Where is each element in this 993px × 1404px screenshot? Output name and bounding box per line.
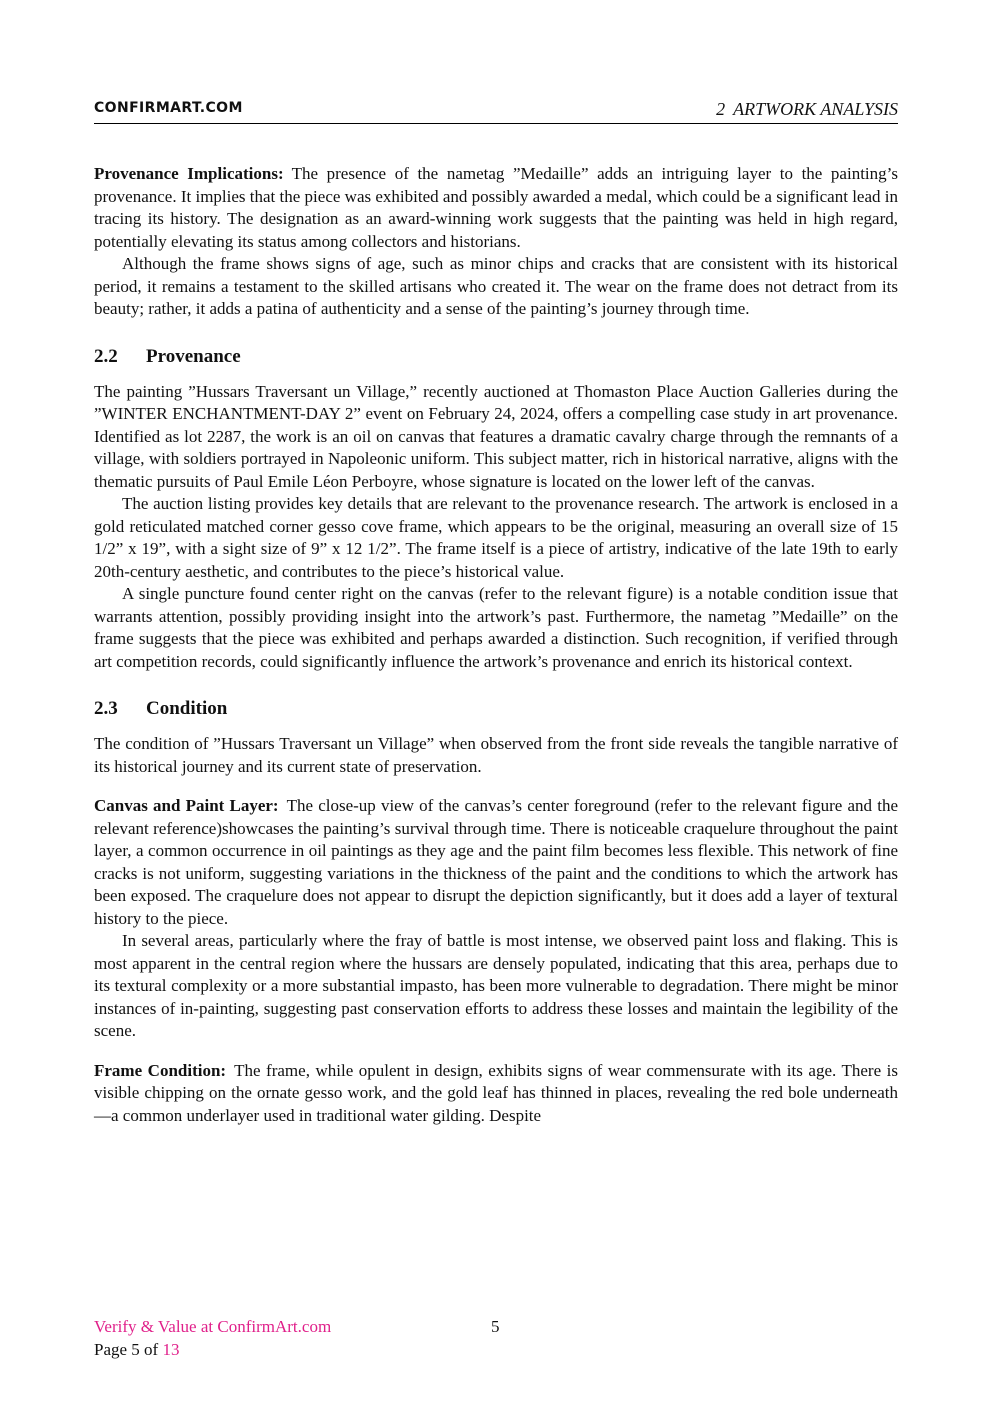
document-page	[94, 0, 898, 1404]
running-section-title: ARTWORK ANALYSIS	[733, 99, 898, 119]
frame-condition-lead: Frame Condition:	[94, 1060, 227, 1080]
canvas-paint-paragraph	[94, 795, 898, 930]
section-number: 2.2	[94, 345, 118, 367]
section-heading-provenance	[94, 345, 898, 369]
section-number: 2.3	[94, 698, 118, 719]
page-count-prefix: Page 5 of	[94, 1340, 159, 1359]
paragraph-gap	[94, 778, 898, 795]
frame-age-paragraph: Although the frame shows signs of age, such as minor chips and cracks that are consistent with its historical period, it remains a testament to the skilled artisans who created it. The wear on the frame does not detract from its beauty; rather, it adds a patina of authenticity and a sense of the painting’s journey through time.	[94, 254, 898, 318]
provenance-paragraph-2: The auction listing provides key details that are relevant to the provenance research. The artwork is enclosed in a gold reticulated matched corner gesso cove frame, which appears to be the original, measuring an overall size of 15 1/2” x 19”, with a sight size of 9” x 12 1/2”. The frame itself is a piece of artistry, indicative of the late 19th to early 20th-century aesthetic, and contributes to the piece’s historical value.	[94, 494, 898, 581]
page-total-link[interactable]: 13	[162, 1340, 180, 1359]
page-number: 5	[491, 1317, 500, 1336]
page-body	[94, 163, 898, 1127]
confirmart-link[interactable]: Verify & Value at ConfirmArt.com	[94, 1317, 332, 1336]
page-footer	[94, 1315, 898, 1361]
section-title: Provenance	[146, 345, 241, 367]
condition-intro-paragraph: The condition of ”Hussars Traversant un Village” when observed from the front side reveals the tangible narrative of its historical journey and its current state of preservation.	[94, 734, 898, 776]
page-header	[94, 99, 898, 124]
provenance-paragraph-3: A single puncture found center right on the canvas (refer to the relevant figure) is a notable condition issue that warrants attention, possibly providing insight into the artwork’s past. Furthermore, the nametag ”Medaille” on the frame suggests that the piece was exhibited and perhaps awarded a distinction. Such recognition, if verified through art competition records, could significantly influence the artwork’s provenance and enrich its historical context.	[94, 584, 898, 671]
section-title: Condition	[146, 698, 228, 719]
paragraph-gap	[94, 1043, 898, 1060]
frame-condition-text: The frame, while opulent in design, exhibits signs of wear commensurate with its age. There is visible chipping on the ornate gesso work, and the gold leaf has thinned in places, revealing the red bole underneath—a common underlayer used in traditional water gilding. Despite	[94, 1060, 898, 1125]
provenance-implications-lead: Provenance Implications:	[94, 164, 284, 183]
section-heading-condition	[94, 697, 898, 721]
provenance-paragraph-1: The painting ”Hussars Traversant un Village,” recently auctioned at Thomaston Place Auction Galleries during the ”WINTER ENCHANTMENT-DAY 2” event on February 24, 2024, offers a compelling case study in art provenance. Identified as lot 2287, the work is an oil on canvas that features a dramatic cavalry charge through the remnants of a village, with soldiers portrayed in Napoleonic uniform. This subject matter, rich in historical narrative, aligns with the thematic pursuits of Paul Emile Léon Perboyre, whose signature is located on the lower left of the canvas.	[94, 381, 898, 491]
canvas-paint-lead: Canvas and Paint Layer:	[94, 796, 279, 815]
page-count	[94, 1338, 898, 1361]
paint-loss-paragraph: In several areas, particularly where the fray of battle is most intense, we observed paint loss and flaking. This is most apparent in the central region where the hussars are densely populated, indicating that this area, perhaps due to its textural complexity or a more substantial impasto, has been more vulnerable to degradation. There might be minor instances of in-painting, suggesting past conservation efforts to address these losses and maintain the legibility of the scene.	[94, 931, 898, 1040]
provenance-implications-paragraph	[94, 163, 898, 253]
site-logo[interactable]: CONFIRMART.COM	[94, 100, 243, 116]
provenance-implications-text: The presence of the nametag ”Medaille” adds an intriguing layer to the painting’s provenance. It implies that the piece was exhibited and possibly awarded a medal, which could be a significant lead in tracing its history. The designation as an award-winning work suggests that the painting was held in high regard, potentially elevating its status among collectors and historians.	[94, 164, 898, 251]
canvas-paint-text: The close-up view of the canvas’s center foreground (refer to the relevant figure and the relevant reference)showcases the painting’s survival through time. There is noticeable craquelure throughout the paint layer, a common occurrence in oil paintings as they age and the paint film becomes less flexible. This network of fine cracks is not uniform, suggesting variations in the thickness of the paint and the conditions to which the artwork has been exposed. The craquelure does not appear to disrupt the depiction significantly, but it does add a layer of textural history to the piece.	[94, 796, 898, 928]
frame-condition-paragraph	[94, 1060, 898, 1128]
running-header	[716, 99, 898, 120]
running-section-number: 2	[716, 99, 726, 119]
